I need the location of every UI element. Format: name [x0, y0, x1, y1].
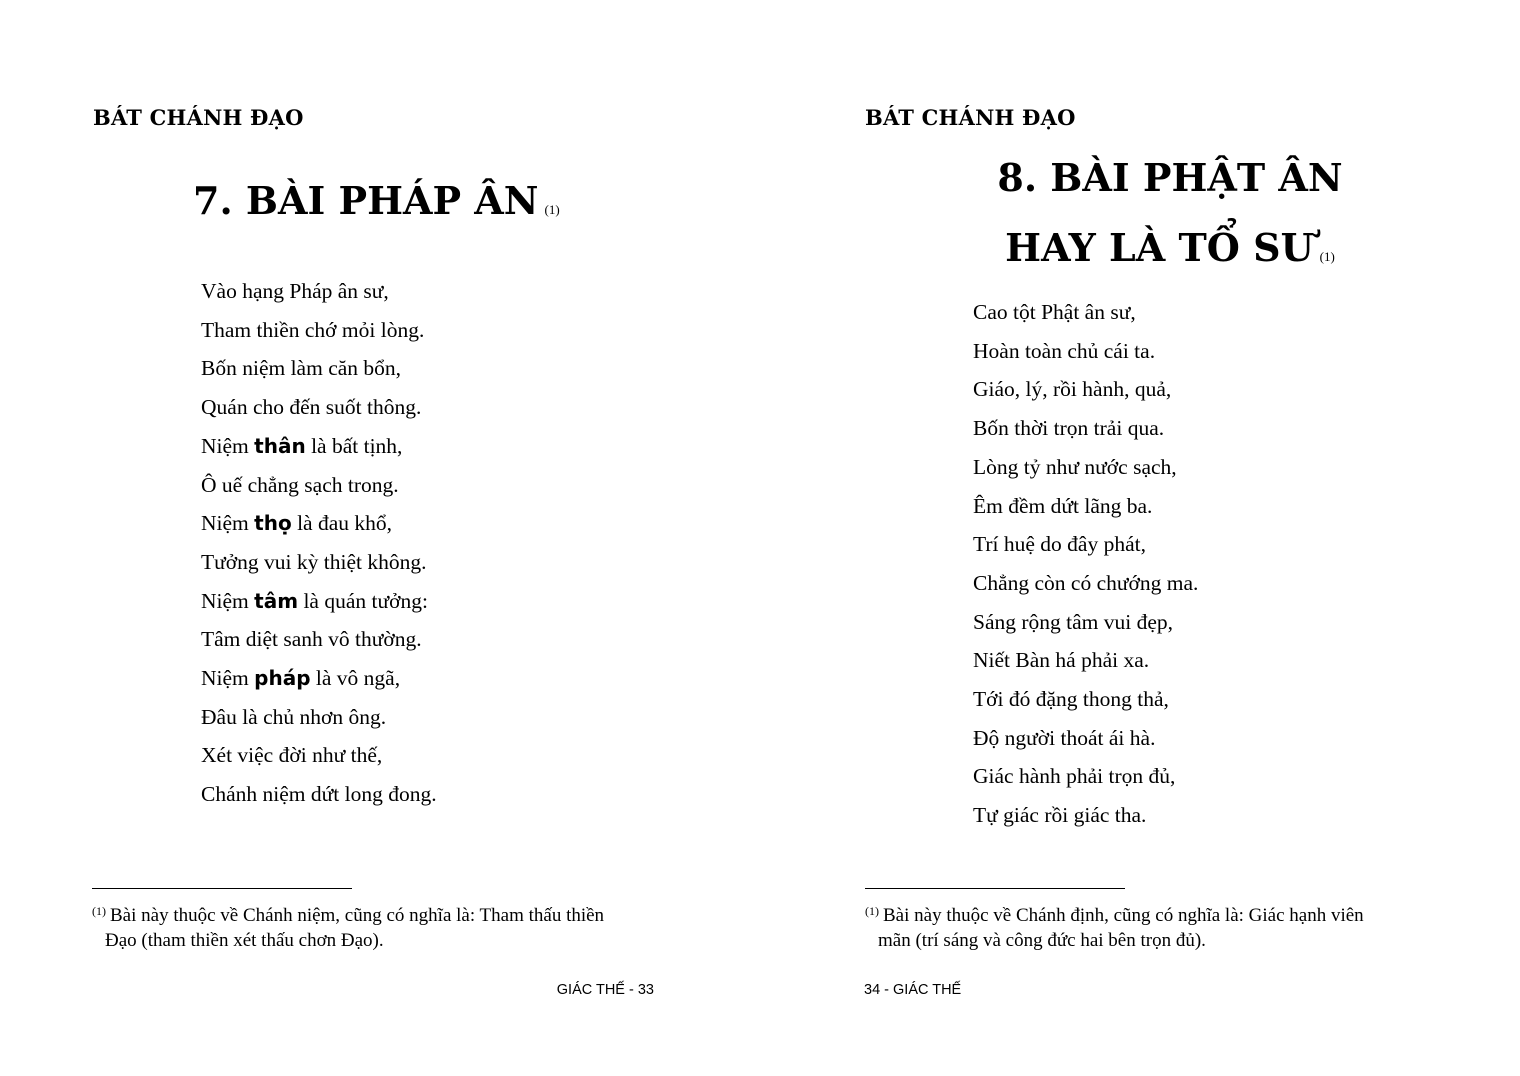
poem-title-text: 7. BÀI PHÁP ÂN	[193, 178, 539, 223]
emphasized-word: thân	[254, 433, 306, 458]
emphasized-word: pháp	[254, 666, 311, 691]
poem-title-line-2: HAY LÀ TỔ SƯ (1)	[1005, 225, 1335, 270]
verse-line: Bốn niệm làm căn bổn,	[201, 356, 402, 381]
footnote-text-continued: Đạo (tham thiền xét thấu chơn Đạo).	[105, 930, 384, 951]
verse-line: Tham thiền chớ mỏi lòng.	[201, 317, 425, 342]
title-footnote-mark: (1)	[544, 202, 560, 217]
footnote-divider	[92, 888, 352, 889]
verse-line: Vào hạng Pháp ân sư,	[201, 279, 389, 303]
footnote	[92, 899, 667, 953]
title-footnote-mark: (1)	[1319, 249, 1335, 264]
verse-line: Niệm tâm là quán tưởng:	[201, 588, 428, 613]
verse-line: Niệm pháp là vô ngã,	[201, 666, 401, 691]
verse-line: Tới đó đặng thong thả,	[973, 687, 1169, 712]
page-number: GIÁC THẾ - 33	[556, 982, 654, 998]
footnote-text: Bài này thuộc về Chánh niệm, cũng có nghĩa là: Tham thấu thiền	[110, 905, 605, 926]
verse-line: Êm đềm dứt lãng ba.	[973, 493, 1153, 518]
poem-verses	[201, 272, 437, 814]
footnote-divider	[865, 888, 1125, 889]
poem-title	[890, 143, 1450, 292]
verse-line: Tự giác rồi giác tha.	[973, 803, 1147, 828]
verse-line: Giáo, lý, rồi hành, quả,	[973, 377, 1172, 402]
verse-line: Quán cho đến suốt thông.	[201, 395, 422, 420]
verse-line: Đâu là chủ nhơn ông.	[201, 704, 387, 729]
verse-line: Cao tột Phật ân sư,	[973, 300, 1136, 324]
right-page	[760, 0, 1520, 1076]
verse-line: Tưởng vui kỳ thiệt không.	[201, 549, 427, 574]
verse-line: Bốn thời trọn trải qua.	[973, 416, 1165, 441]
footnote-mark: (1)	[92, 904, 106, 918]
running-head: BÁT CHÁNH ĐẠO	[93, 105, 304, 130]
verse-line: Độ người thoát ái hà.	[973, 725, 1156, 750]
verse-line: Trí huệ do đây phát,	[973, 532, 1146, 557]
verse-line: Sáng rộng tâm vui đẹp,	[973, 609, 1174, 634]
emphasized-word: tâm	[254, 588, 299, 613]
verse-line: Chánh niệm dứt long đong.	[201, 782, 437, 807]
footnote-mark: (1)	[865, 904, 879, 918]
verse-line: Niệm thọ là đau khổ,	[201, 511, 393, 536]
verse-line: Xét việc đời như thế,	[201, 743, 383, 768]
running-head: BÁT CHÁNH ĐẠO	[865, 105, 1076, 130]
verse-line: Chẳng còn có chướng ma.	[973, 570, 1199, 595]
footnote	[865, 899, 1435, 953]
verse-line: Tâm diệt sanh vô thường.	[201, 627, 422, 652]
emphasized-word: thọ	[254, 511, 292, 536]
verse-line: Niết Bàn há phải xa.	[973, 648, 1150, 673]
verse-line: Niệm thân là bất tịnh,	[201, 433, 403, 458]
poem-title	[193, 166, 560, 245]
poem-title-line-1: 8. BÀI PHẬT ÂN	[997, 155, 1343, 200]
page-number: 34 - GIÁC THẾ	[864, 982, 962, 998]
footnote-text: Bài này thuộc về Chánh định, cũng có nghĩa là: Giác hạnh viên	[883, 905, 1364, 926]
verse-line: Hoàn toàn chủ cái ta.	[973, 338, 1156, 363]
verse-line: Giác hành phải trọn đủ,	[973, 764, 1176, 789]
verse-line: Lòng tỷ như nước sạch,	[973, 454, 1177, 479]
verse-line: Ô uế chẳng sạch trong.	[201, 472, 399, 497]
footnote-text-continued: mãn (trí sáng và công đức hai bên trọn đủ).	[878, 930, 1206, 951]
poem-verses	[973, 293, 1198, 835]
